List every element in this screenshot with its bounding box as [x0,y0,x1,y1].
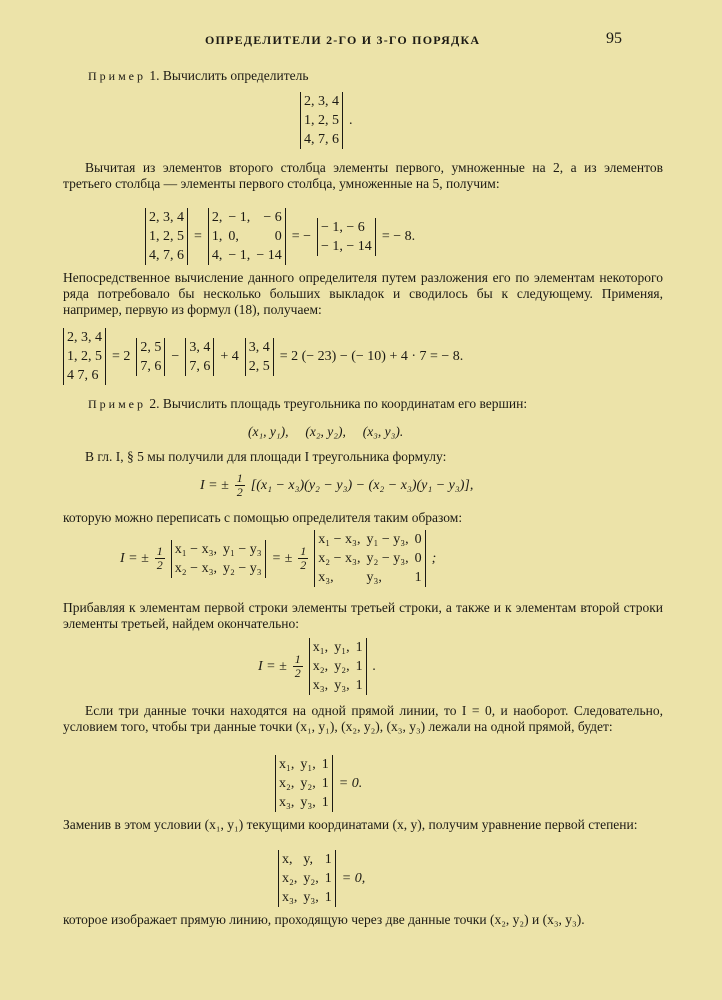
determinant-cell: 0 [414,532,422,547]
example-text: 2. Вычислить площадь треугольника по координатам его вершин: [149,396,528,411]
fraction: $\frac{1}{2}$ [300,544,307,572]
example-text: 1. Вычислить определитель [149,68,309,83]
paragraph-4: которую можно переписать с помощью определителя таким образом: [63,510,463,525]
result: = 0. [338,775,363,791]
determinant-row [318,237,376,256]
punct: ; [431,550,437,566]
determinant [275,755,333,812]
op: = [194,228,202,244]
determinant-row [276,774,333,793]
result: = 0, [341,870,366,886]
result: = 2 (− 23) − (− 10) + 4 · 7 = − 8. [279,348,464,364]
example-label: Пример [88,69,147,83]
determinant-row [146,208,188,227]
formula-collinear [275,755,362,812]
lhs: I = ± [258,658,287,674]
determinant-cell: − 1, [228,210,251,225]
determinant-row [318,218,376,237]
determinant-row [186,338,214,357]
determinant [309,638,367,695]
determinant-row [315,549,425,568]
determinant [278,850,336,907]
determinant-cell: − 14 [256,248,282,263]
determinant-cell: 1 [414,570,422,585]
paragraph-5: Прибавляя к элементам первой строки элементы третьей строки, а также и к элементам второй строки элементы третьей, найдем окончательно: [63,600,663,631]
determinant-row [171,559,265,578]
determinant-cell: y, [303,852,313,867]
formula-area-final [258,638,376,695]
determinant-table [171,540,266,578]
determinant-cell: 4, 7, 6 [149,248,184,263]
determinant-cell: x₁, [279,757,295,772]
determinant-table [314,530,425,587]
determinant-cell: 0, [228,229,239,244]
determinant [245,338,274,376]
determinant-cell: 1, 2, 5 [67,349,102,364]
determinant-table [185,338,214,376]
determinant [185,338,214,376]
determinant-table [275,755,333,812]
determinant-row [171,540,265,559]
fraction: $\frac{1}{2}$ [156,544,163,572]
determinant-cell: y₃, [334,678,350,693]
determinant-row [309,638,366,657]
determinant-cell: 4, 7, 6 [304,132,339,147]
determinant-cell: 3, 4 [248,339,270,355]
determinant-cell: x₃, [279,795,295,810]
determinant-cell: y₁, [334,640,350,655]
determinant-row [208,246,285,265]
punct: . [349,112,353,128]
determinant-cell: 2, 3, 4 [149,210,184,225]
determinant-row [279,888,336,907]
determinant-cell: 1, [211,229,223,244]
determinant-row [208,227,285,246]
running-header: ОПРЕДЕЛИТЕЛИ 2-ГО И 3-ГО ПОРЯДКА [205,33,481,47]
determinant-cell: y₁ − y₃ [222,541,262,557]
determinant-row [208,208,285,227]
determinant-cell: 0 [274,229,282,244]
paragraph-3: В гл. I, § 5 мы получили для площади I треугольника формулу: [85,449,447,464]
determinant-cell: 1 [321,795,329,810]
determinant-row [64,366,106,385]
determinant-cell: 7, 6 [140,358,162,374]
determinant-cell: x₃, [282,890,298,905]
determinant-cell: y₂, [334,659,350,674]
determinant-row [186,357,214,376]
paragraph-8: которое изображает прямую линию, проходящую через две данные точки (x₂, y₂) и (x₃, y₃). [63,912,585,927]
punct: . [372,658,377,674]
lhs: I = ± [120,550,149,566]
example-label: Пример [88,397,147,411]
determinant-cell: − 1, [228,248,251,263]
determinant-cell: 1 [355,640,363,655]
op: − [171,348,180,364]
determinant-cell: 1 [321,757,329,772]
determinant-cell: 1 [324,852,332,867]
determinant-cell: x₂ − x₃, [318,551,361,566]
determinant-cell: 1 [355,678,363,693]
determinant-cell: 0 [414,551,422,566]
determinant-row [276,793,333,812]
determinant [317,218,376,256]
result: = − 8. [381,228,416,244]
determinant-cell: − 1, − 6 [321,219,365,235]
determinant-cell: − 6 [263,210,282,225]
determinant-cell: x₂, [279,776,295,791]
determinant-row [315,568,425,587]
determinant-cell: 1 [324,890,332,905]
fraction: $\frac{1}{2}$ [294,652,301,680]
determinant-row [279,869,336,888]
determinant-cell: 2, 3, 4 [67,330,102,345]
determinant-cell: 2, 5 [248,358,270,374]
determinant-cell: 1, 2, 5 [304,113,339,128]
determinant-table [208,208,286,265]
determinant-cell: x₁, [312,640,329,655]
determinant-row [315,530,425,549]
determinant-cell: 4 7, 6 [67,368,99,383]
determinant-row [301,130,343,149]
paragraph-6: Если три данные точки находятся на одной прямой линии, то I = 0, и наоборот. Следовательно, условием того, чтобы три данные точки (x₁, y₁), (x₂, y₂), (x₃, y₃) лежали на одной прямой, будет: [63,703,663,734]
determinant-row [137,338,165,357]
determinant-cell: x₃, [312,678,329,693]
determinant-cell: y₂ − y₃ [222,560,262,576]
determinant-cell: x₁ − x₃, [174,541,217,557]
determinant-row [309,676,366,695]
determinant-cell: x₁ − x₃, [318,532,361,547]
op: = ± [271,550,293,566]
determinant-cell: 1 [324,871,332,886]
determinant [300,92,343,149]
determinant [314,530,425,587]
determinant-cell: x, [282,852,293,867]
determinant-row [309,657,366,676]
lhs: I = ± [200,477,229,493]
formula-2 [145,208,415,265]
determinant-table [300,92,343,149]
determinant-row [279,850,336,869]
determinant-row [64,347,106,366]
determinant-cell: y₂, [300,776,316,791]
determinant [63,328,106,385]
paragraph-2: Непосредственное вычисление данного определителя путем разложения его по элементам некоторого ряда потребовало бы несколько больших выкладок и сводилось бы к следующему. Применяя, например, первую из формул (18), получаем: [63,270,663,317]
formula-3 [63,328,463,385]
example-2-heading [88,396,668,412]
determinant-table [278,850,336,907]
determinant-cell: x₃, [318,570,334,585]
determinant-table [136,338,165,376]
determinant-row [245,338,273,357]
example-1-heading [88,68,688,84]
determinant-cell: 2, 5 [140,339,162,355]
formula-det-1 [300,92,353,149]
determinant-table [317,218,376,256]
determinant [171,540,266,578]
paragraph-7: Заменив в этом условии (x₁, y₁) текущими координатами (x, y), получим уравнение первой степени: [63,817,638,832]
formula-area [200,472,473,499]
determinant-row [146,227,188,246]
determinant-cell: 2, 3, 4 [304,94,339,109]
determinant-cell: x₂ − x₃, [174,560,217,576]
determinant-cell: 2, [211,210,223,225]
determinant-cell: − 1, − 14 [321,238,372,254]
determinant-table [309,638,367,695]
determinant-row [64,328,106,347]
determinant-cell: 7, 6 [189,358,211,374]
determinant [136,338,165,376]
determinant [145,208,188,265]
determinant-table [145,208,188,265]
determinant-cell: 3, 4 [189,339,211,355]
determinant-cell: 4, [211,248,223,263]
determinant-row [245,357,273,376]
determinant-cell: x₂, [282,871,298,886]
op: = 2 [112,348,131,364]
op: = − [291,228,312,244]
op: + 4 [220,348,239,364]
determinant-row [276,755,333,774]
determinant-table [245,338,274,376]
determinant-cell: 1, 2, 5 [149,229,184,244]
determinant [208,208,286,265]
rhs: [(x₁ − x₃)(y₂ − y₃) − (x₂ − x₃)(y₁ − y₃)], [250,477,474,493]
determinant-cell: y₃, [300,795,316,810]
determinant-cell: y₃, [366,570,382,585]
vertex-points: (x₁, y₁), (x₂, y₂), (x₃, y₃). [248,424,404,439]
determinant-cell: 1 [321,776,329,791]
determinant-row [301,92,343,111]
formula-area-det [120,530,436,587]
formula-line [278,850,365,907]
determinant-row [146,246,188,265]
determinant-cell: x₂, [312,659,329,674]
determinant-cell: 1 [355,659,363,674]
determinant-table [63,328,106,385]
determinant-row [137,357,165,376]
determinant-cell: y₁, [300,757,316,772]
determinant-cell: y₁ − y₃, [366,532,409,547]
fraction: $\frac{1}{2}$ [236,471,243,499]
determinant-row [301,111,343,130]
page-number: 95 [606,30,622,47]
determinant-cell: y₂ − y₃, [366,551,409,566]
determinant-cell: y₂, [303,871,319,886]
determinant-cell: y₃, [303,890,319,905]
paragraph-1: Вычитая из элементов второго столбца элементы первого, умноженные на 2, а из элементов третьего столбца — элементы первого столбца, умноженные на 5, получим: [63,160,663,191]
